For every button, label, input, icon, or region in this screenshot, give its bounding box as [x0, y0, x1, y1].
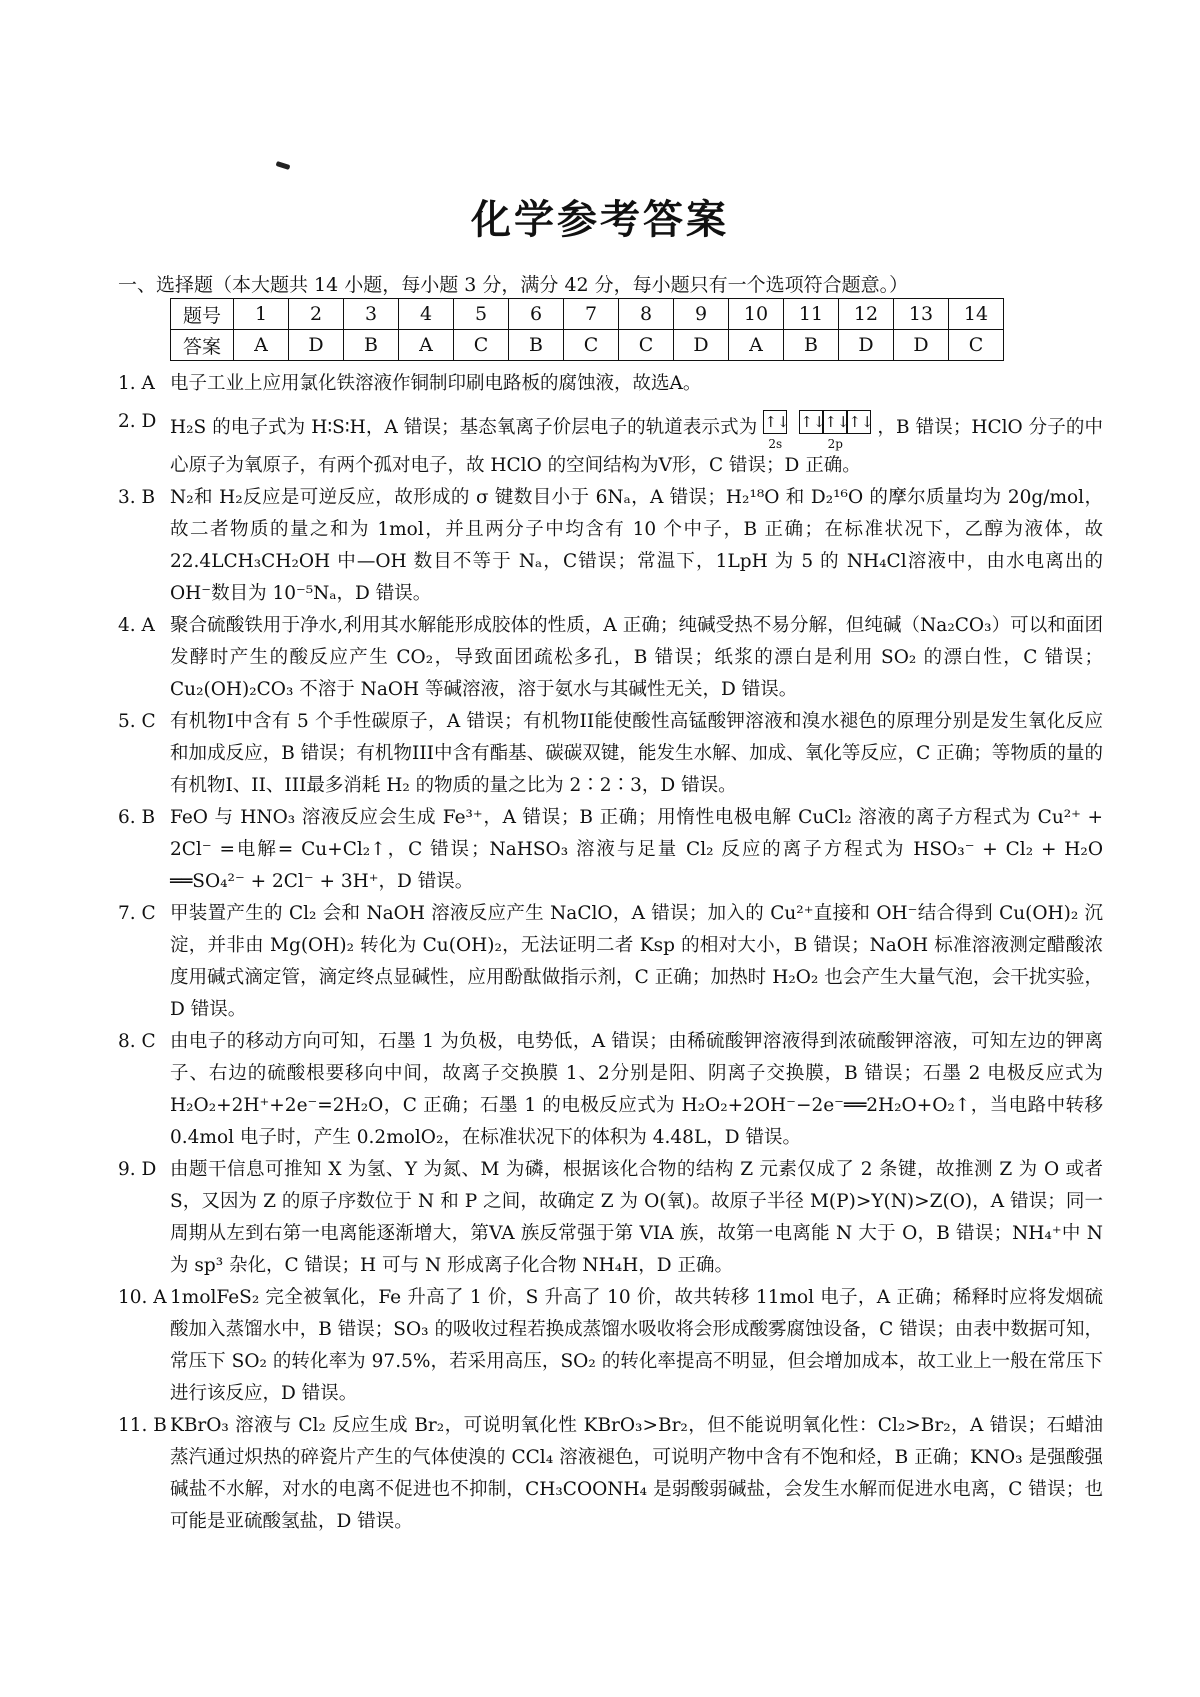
answer-table-row-answers	[171, 330, 1004, 361]
item-text: 电子工业上应用氯化铁溶液作铜制印刷电路板的腐蚀液，故选A。	[170, 373, 702, 394]
question-number: 13	[894, 299, 949, 330]
orbital-box-icon: ↑↓	[847, 410, 871, 434]
explanation-item	[118, 1282, 1103, 1410]
question-number: 8	[619, 299, 674, 330]
answer-cell: B	[509, 330, 564, 361]
question-number: 4	[399, 299, 454, 330]
question-number: 7	[564, 299, 619, 330]
answer-cell: A	[729, 330, 784, 361]
question-number: 1	[234, 299, 289, 330]
answer-cell: C	[949, 330, 1004, 361]
item-number: 4. A	[118, 615, 155, 636]
question-number: 6	[509, 299, 564, 330]
explanation-item	[118, 406, 1103, 482]
explanation-item	[118, 802, 1103, 898]
item-text: 甲装置产生的 Cl₂ 会和 NaOH 溶液反应产生 NaClO，A 错误；加入的 Cu²⁺直接和 OH⁻结合得到 Cu(OH)₂ 沉淀，并非由 Mg(OH)₂ 转化为 Cu(OH)₂，无法证明二者 Ksp 的相对大小，B 错误；NaOH 标准溶液测定醋酸浓度用碱式滴定管，滴定终点显碱性，应用酚酞做指示剂，C 正确；加热时 H₂O₂ 也会产生大量气泡，会干扰实验，D 错误。	[170, 903, 1103, 1020]
table-row-label: 题号	[171, 299, 234, 330]
answer-cell: D	[839, 330, 894, 361]
item-number: 8. C	[118, 1031, 156, 1052]
orbital-box-icon: ↑↓	[763, 410, 787, 434]
orbital-label: 2p	[827, 437, 843, 451]
answer-cell: C	[619, 330, 674, 361]
answer-cell: C	[564, 330, 619, 361]
item-text: KBrO₃ 溶液与 Cl₂ 反应生成 Br₂，可说明氧化性 KBrO₃>Br₂，但不能说明氧化性：Cl₂>Br₂，A 错误；石蜡油蒸汽通过炽热的碎瓷片产生的气体使溴的 CCl₄ 溶液褪色，可说明产物中含有不饱和烃，B 正确；KNO₃ 是强酸强碱盐不水解，对水的电离不促进也不抑制，CH₃COONH₄ 是弱酸弱碱盐，会发生水解而促进水电离，C 错误；也可能是亚硫酸氢盐，D 错误。	[170, 1415, 1103, 1532]
answer-cell: D	[894, 330, 949, 361]
item-number: 9. D	[118, 1159, 157, 1180]
question-number: 5	[454, 299, 509, 330]
answer-cell: D	[674, 330, 729, 361]
item-text: 有机物I中含有 5 个手性碳原子，A 错误；有机物II能使酸性高锰酸钾溶液和溴水褪色的原理分别是发生氧化反应和加成反应，B 错误；有机物III中含有酯基、碳碳双键，能发生水解、加成、氧化等反应，C 正确；等物质的量的有机物I、II、III最多消耗 H₂ 的物质的量之比为 2∶2∶3，D 错误。	[170, 711, 1103, 796]
item-text: N₂和 H₂反应是可逆反应，故形成的 σ 键数目小于 6Nₐ，A 错误；H₂¹⁸O 和 D₂¹⁶O 的摩尔质量均为 20g/mol，故二者物质的量之和为 1mol，并且两分子中均含有 10 个中子，B 正确；在标准状况下，乙醇为液体，故22.4LCH₃CH₂OH 中—OH 数目不等于 Nₐ，C错误；常温下，1LpH 为 5 的 NH₄Cl溶液中，由水电离出的 OH⁻数目为 10⁻⁵Nₐ，D 错误。	[170, 487, 1103, 604]
question-number: 11	[784, 299, 839, 330]
item-number: 3. B	[118, 487, 156, 508]
item-number: 2. D	[118, 411, 157, 432]
answer-table-row-numbers	[171, 299, 1004, 330]
explanation-item	[118, 1026, 1103, 1154]
item-text: FeO 与 HNO₃ 溶液反应会生成 Fe³⁺，A 错误；B 正确；用惰性电极电解 CuCl₂ 溶液的离子方程式为 Cu²⁺ + 2Cl⁻ =电解= Cu+Cl₂↑，C 错误；NaHSO₃ 溶液与足量 Cl₂ 反应的离子方程式为 HSO₃⁻ + Cl₂ + H₂O ══SO₄²⁻ + 2Cl⁻ + 3H⁺，D 错误。	[170, 807, 1103, 892]
item-text: 由电子的移动方向可知，石墨 1 为负极，电势低，A 错误；由稀硫酸钾溶液得到浓硫酸钾溶液，可知左边的钾离子、右边的硫酸根要移向中间，故离子交换膜 1、2分别是阳、阴离子交换膜，B 错误；石墨 2 电极反应式为 H₂O₂+2H⁺+2e⁻=2H₂O，C 正确；石墨 1 的电极反应式为 H₂O₂+2OH⁻−2e⁻══2H₂O+O₂↑，当电路中转移 0.4mol 电子时，产生 0.2molO₂，在标准状况下的体积为 4.48L，D 错误。	[170, 1031, 1103, 1148]
question-number: 9	[674, 299, 729, 330]
item-number: 6. B	[118, 807, 156, 828]
item-text: 聚合硫酸铁用于净水,利用其水解能形成胶体的性质，A 正确；纯碱受热不易分解，但纯碱（Na₂CO₃）可以和面团发酵时产生的酸反应产生 CO₂，导致面团疏松多孔，B 错误；纸浆的漂白是利用 SO₂ 的漂白性，C 错误；Cu₂(OH)₂CO₃ 不溶于 NaOH 等碱溶液，溶于氨水与其碱性无关，D 错误。	[170, 615, 1103, 700]
item-number: 7. C	[118, 903, 156, 924]
item-number: 10. A	[118, 1287, 167, 1308]
item-text: 1molFeS₂ 完全被氧化，Fe 升高了 1 价，S 升高了 10 价，故共转移 11mol 电子，A 正确；稀释时应将发烟硫酸加入蒸馏水中，B 错误；SO₃ 的吸收过程若换成蒸馏水吸收将会形成酸雾腐蚀设备，C 错误；由表中数据可知，常压下 SO₂ 的转化率为 97.5%，若采用高压，SO₂ 的转化率提高不明显，但会增加成本，故工业上一般在常压下进行该反应，D 错误。	[170, 1287, 1103, 1404]
answer-explanations	[118, 368, 1103, 1538]
question-number: 3	[344, 299, 399, 330]
explanation-item	[118, 610, 1103, 706]
orbital-diagram-2s	[763, 406, 790, 451]
table-row-label: 答案	[171, 330, 234, 361]
answer-cell: B	[344, 330, 399, 361]
orbital-diagram-2p	[799, 406, 874, 451]
explanation-item	[118, 1410, 1103, 1538]
item-text: 由题干信息可推知 X 为氢、Y 为氮、M 为磷，根据该化合物的结构 Z 元素仅成了 2 条键，故推测 Z 为 O 或者 S，又因为 Z 的原子序数位于 N 和 P 之间，故确定 Z 为 O(氧)。故原子半径 M(P)>Y(N)>Z(O)，A 错误；同一周期从左到右第一电离能逐渐增大，第VA 族反常强于第 VIA 族，故第一电离能 N 大于 O，B 错误；NH₄⁺中 N 为 sp³ 杂化，C 错误；H 可与 N 形成离子化合物 NH₄H，D 正确。	[170, 1159, 1103, 1276]
item-text: H₂S 的电子式为 H∶S∶H，A 错误；基态氧离子价层电子的轨道表示式为	[170, 417, 758, 438]
question-number: 14	[949, 299, 1004, 330]
orbital-box-icon: ↑↓	[823, 410, 847, 434]
explanation-item	[118, 898, 1103, 1026]
answer-cell: B	[784, 330, 839, 361]
item-number: 1. A	[118, 373, 155, 394]
question-number: 10	[729, 299, 784, 330]
item-number: 5. C	[118, 711, 156, 732]
answer-table	[170, 298, 1004, 361]
explanation-item	[118, 1154, 1103, 1282]
page-title: 化学参考答案	[471, 196, 729, 243]
explanation-item	[118, 706, 1103, 802]
orbital-label: 2s	[768, 437, 783, 451]
explanation-item	[118, 368, 1103, 400]
item-number: 11. B	[118, 1415, 167, 1436]
explanation-item	[118, 482, 1103, 610]
answer-cell: D	[289, 330, 344, 361]
scan-speck	[276, 161, 291, 170]
orbital-box-icon: ↑↓	[799, 410, 823, 434]
answer-cell: A	[234, 330, 289, 361]
question-number: 2	[289, 299, 344, 330]
answer-cell: C	[454, 330, 509, 361]
answer-cell: A	[399, 330, 454, 361]
section-heading: 一、选择题（本大题共 14 小题，每小题 3 分，满分 42 分，每小题只有一个选项符合题意。）	[118, 274, 909, 296]
item-text: ，B 错误；HClO 分子的中心原子为氧原子，有两个孤对电子，故 HClO 的空间结构为V形，C 错误；D 正确。	[170, 417, 1103, 476]
question-number: 12	[839, 299, 894, 330]
